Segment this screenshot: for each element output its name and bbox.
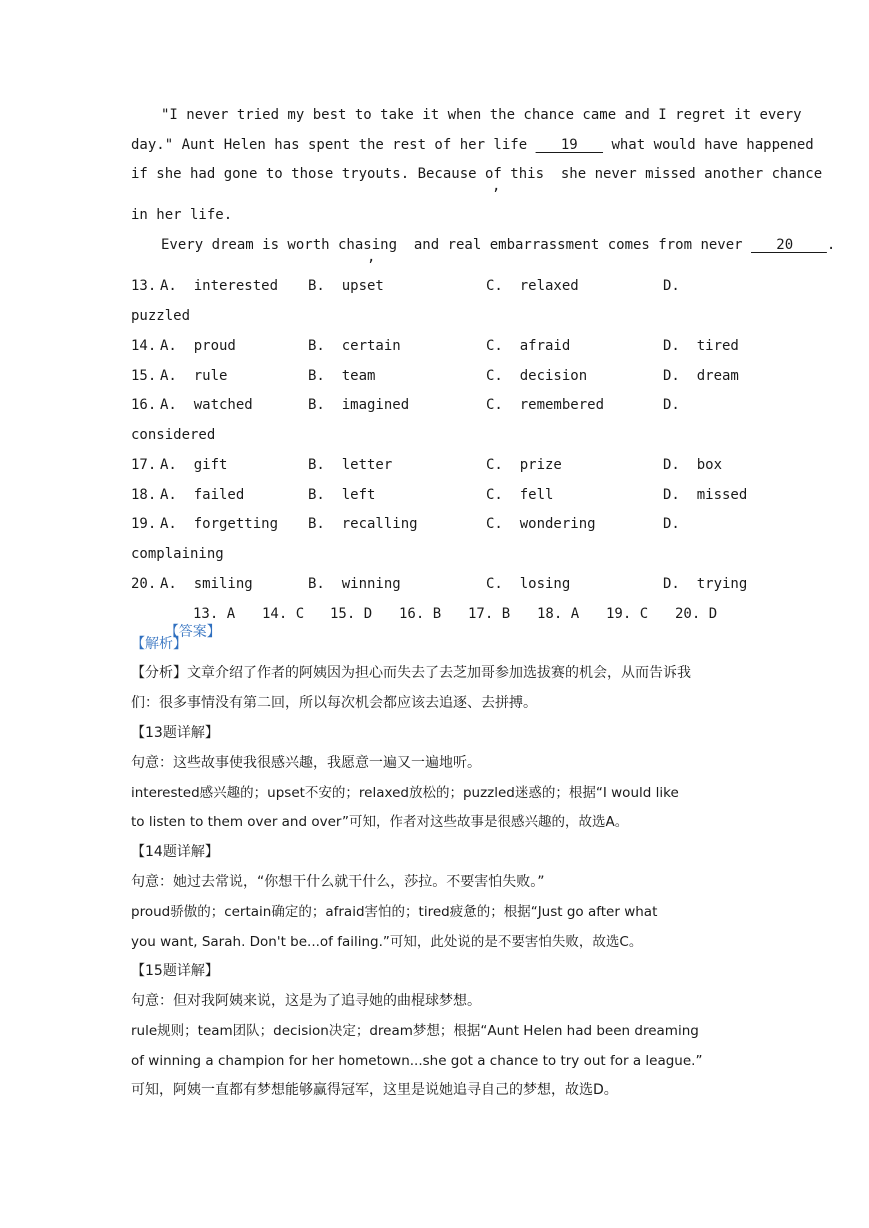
comma-mark: , <box>492 178 501 194</box>
analysis-label: 【解析】 <box>131 636 187 652</box>
question-number: 17. <box>131 457 157 473</box>
analysis-summary-line-2: 们：很多事情没有第二回，所以每次机会都应该去追逐、去拼搏。 <box>131 695 537 711</box>
question-number: 20. <box>131 576 157 592</box>
option-b: B. left <box>308 487 376 503</box>
option-b: B. imagined <box>308 397 410 413</box>
option-c: C. decision <box>486 368 588 384</box>
analysis-summary-line-1 <box>131 664 691 682</box>
comma-mark: , <box>367 249 376 265</box>
q13-line-2: interested感兴趣的；upset不安的；relaxed放松的；puzzled迷惑的；根据“I would like <box>131 785 679 801</box>
q14-title: 【14题详解】 <box>131 844 219 860</box>
passage-text: Every dream is worth chasing and real embarrassment comes from never <box>161 237 752 253</box>
option-a: A. proud <box>160 338 236 354</box>
option-d: D. <box>663 397 680 413</box>
option-c: C. fell <box>486 487 554 503</box>
q13-title: 【13题详解】 <box>131 725 219 741</box>
passage-line-3: if she had gone to those tryouts. Because of this she never missed another chance <box>131 166 823 182</box>
option-a: A. forgetting <box>160 516 279 532</box>
answer-item: 14. C <box>262 606 305 622</box>
answer-item: 19. C <box>606 606 649 622</box>
option-b: B. recalling <box>308 516 418 532</box>
option-d: D. <box>663 516 680 532</box>
answer-item: 16. B <box>399 606 442 622</box>
option-b: B. winning <box>308 576 401 592</box>
q14-line-2: proud骄傲的；certain确定的；afraid害怕的；tired疲惫的；根据“Just go after what <box>131 904 658 920</box>
blank-19: 19 <box>535 137 604 153</box>
passage-line-2 <box>131 136 814 154</box>
passage-line-4: in her life. <box>131 207 233 223</box>
option-a: A. watched <box>160 397 253 413</box>
q15-title: 【15题详解】 <box>131 963 219 979</box>
q14-line-1: 句意：她过去常说，“你想干什么就干什么，莎拉。不要害怕失败。” <box>131 874 545 890</box>
option-a: A. gift <box>160 457 228 473</box>
option-a: A. interested <box>160 278 279 294</box>
fenxi-label: 【分析】 <box>131 665 187 681</box>
option-d-wrapped-text: considered <box>131 427 216 443</box>
q15-line-3: of winning a champion for her hometown...she got a chance to try out for a league.” <box>131 1053 703 1069</box>
option-a: A. failed <box>160 487 245 503</box>
option-c: C. remembered <box>486 397 605 413</box>
answer-item: 15. D <box>330 606 373 622</box>
q15-line-4: 可知，阿姨一直都有梦想能够赢得冠军，这里是说她追寻自己的梦想，故选D。 <box>131 1082 618 1098</box>
passage-text: . <box>826 237 836 253</box>
answer-label: 【答案】 <box>164 624 221 640</box>
option-c: C. afraid <box>486 338 571 354</box>
option-a: A. rule <box>160 368 228 384</box>
q15-line-1: 句意：但对我阿姨来说，这是为了追寻她的曲棍球梦想。 <box>131 993 481 1009</box>
passage-line-1: "I never tried my best to take it when the chance came and I regret it every <box>161 107 802 123</box>
q14-line-3: you want, Sarah. Don't be...of failing.”可知，此处说的是不要害怕失败，故选C。 <box>131 934 643 950</box>
q13-line-1: 句意：这些故事使我很感兴趣，我愿意一遍又一遍地听。 <box>131 755 481 771</box>
answer-item: 18. A <box>537 606 580 622</box>
option-c: C. wondering <box>486 516 596 532</box>
question-number: 13. <box>131 278 157 294</box>
option-a: A. smiling <box>160 576 253 592</box>
question-number: 14. <box>131 338 157 354</box>
option-c: C. prize <box>486 457 562 473</box>
question-number: 18. <box>131 487 157 503</box>
option-d-wrapped-text: complaining <box>131 546 224 562</box>
answer-item: 13. A <box>193 606 236 622</box>
passage-text: day." Aunt Helen has spent the rest of her life <box>131 137 536 153</box>
option-d-wrapped-text: puzzled <box>131 308 191 324</box>
passage-text: what would have happened <box>603 137 814 153</box>
option-d: D. <box>663 278 680 294</box>
option-d: D. dream <box>663 368 739 384</box>
option-b: B. upset <box>308 278 384 294</box>
question-number: 15. <box>131 368 157 384</box>
option-c: C. relaxed <box>486 278 579 294</box>
question-number: 16. <box>131 397 157 413</box>
answer-item: 20. D <box>675 606 718 622</box>
option-b: B. certain <box>308 338 401 354</box>
answer-item: 17. B <box>468 606 511 622</box>
option-b: B. team <box>308 368 376 384</box>
q13-line-3: to listen to them over and over”可知，作者对这些故事是很感兴趣的，故选A。 <box>131 814 629 830</box>
option-d: D. box <box>663 457 723 473</box>
question-number: 19. <box>131 516 157 532</box>
q15-line-2: rule规则；team团队；decision决定；dream梦想；根据“Aunt Helen had been dreaming <box>131 1023 699 1039</box>
option-d: D. trying <box>663 576 748 592</box>
option-d: D. missed <box>663 487 748 503</box>
option-c: C. losing <box>486 576 571 592</box>
fenxi-text: 文章介绍了作者的阿姨因为担心而失去了去芝加哥参加选拔赛的机会，从而告诉我 <box>187 665 691 681</box>
option-d: D. tired <box>663 338 739 354</box>
blank-20: 20 <box>751 237 827 253</box>
option-b: B. letter <box>308 457 393 473</box>
passage-line-5 <box>161 236 836 254</box>
